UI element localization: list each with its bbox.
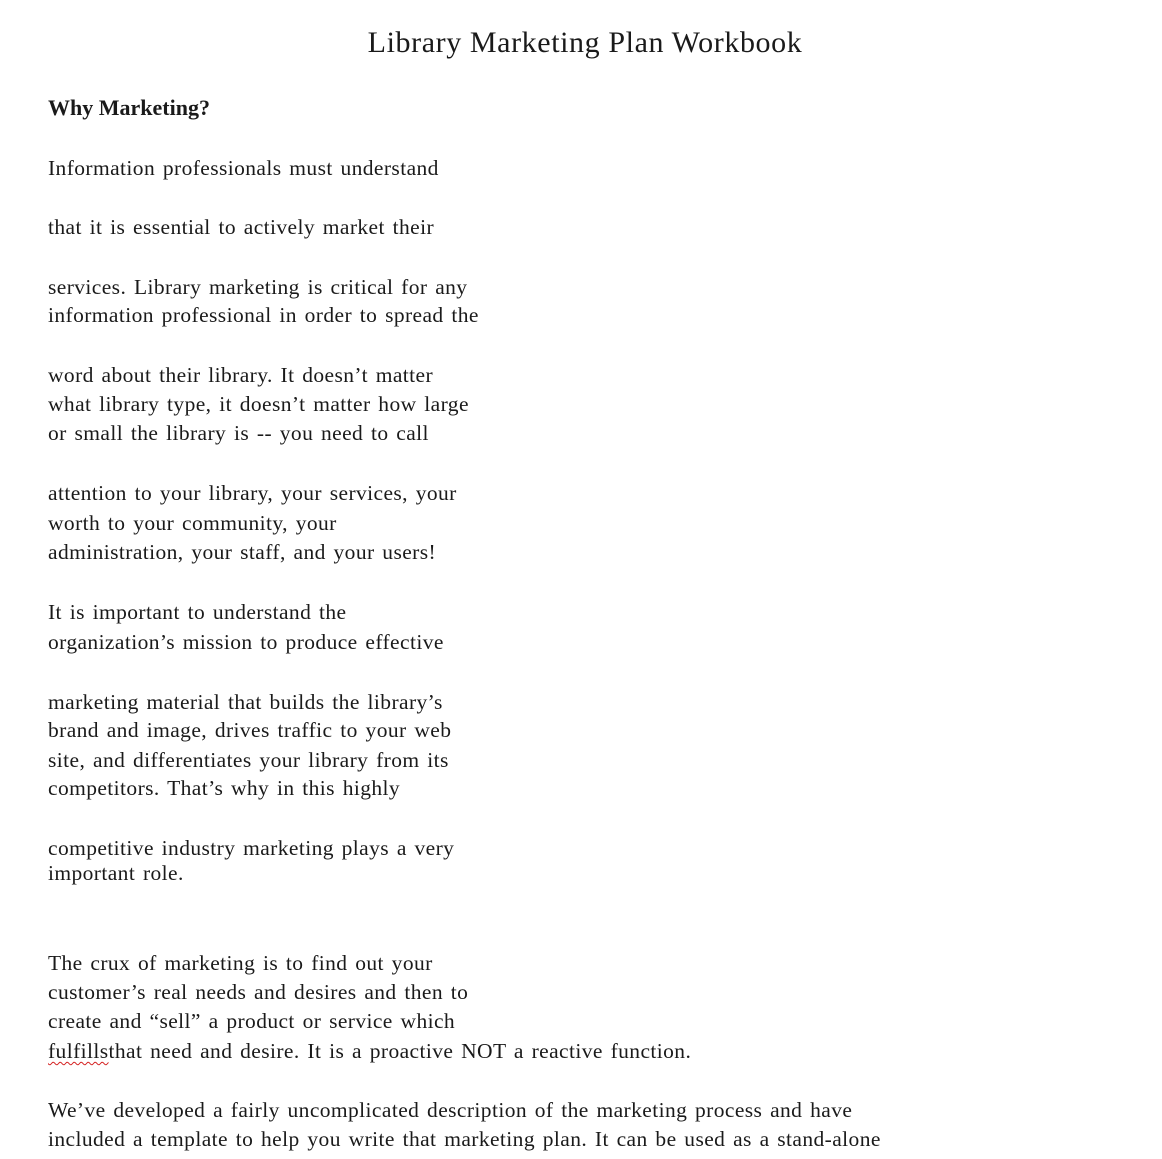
paragraph-line-remainder: that need and desire. It is a proactive NOT a reactive function. [108,1039,692,1063]
paragraph-line: attention to your library, your services, your [48,481,457,505]
paragraph-line: marketing material that builds the library’s [48,690,443,714]
document-title: Library Marketing Plan Workbook [367,26,803,59]
paragraph-line: services. Library marketing is critical for any [48,275,468,299]
paragraph-line: that it is essential to actively market their [48,215,435,239]
paragraph-line: create and “sell” a product or service which [48,1009,456,1033]
paragraph-line: site, and differentiates your library from its [48,748,449,772]
paragraph-line: information professional in order to spread the [48,303,479,327]
paragraph-line: important role. [48,861,184,885]
paragraph-line: worth to your community, your [48,511,337,535]
paragraph-line: administration, your staff, and your users! [48,540,437,564]
section-heading: Why Marketing? [48,95,210,120]
paragraph-line: word about their library. It doesn’t matter [48,363,434,387]
paragraph-line: or small the library is -- you need to call [48,421,429,445]
paragraph-line: included a template to help you write that marketing plan. It can be used as a stand-alone [48,1127,881,1151]
paragraph-line: We’ve developed a fairly uncomplicated description of the marketing process and have [48,1098,853,1122]
misspelled-word[interactable]: fulfills [48,1039,109,1063]
paragraph-line: competitive industry marketing plays a very [48,836,455,860]
paragraph-line [48,1037,691,1065]
paragraph-line: Information professionals must understand [48,156,439,180]
paragraph-line: organization’s mission to produce effective [48,630,444,654]
paragraph-line: competitors. That’s why in this highly [48,776,401,800]
paragraph-line: customer’s real needs and desires and then to [48,980,469,1004]
paragraph-line: It is important to understand the [48,600,347,624]
paragraph-line: what library type, it doesn’t matter how large [48,392,469,416]
paragraph-line: brand and image, drives traffic to your web [48,718,452,742]
paragraph-line: The crux of marketing is to find out your [48,951,433,975]
